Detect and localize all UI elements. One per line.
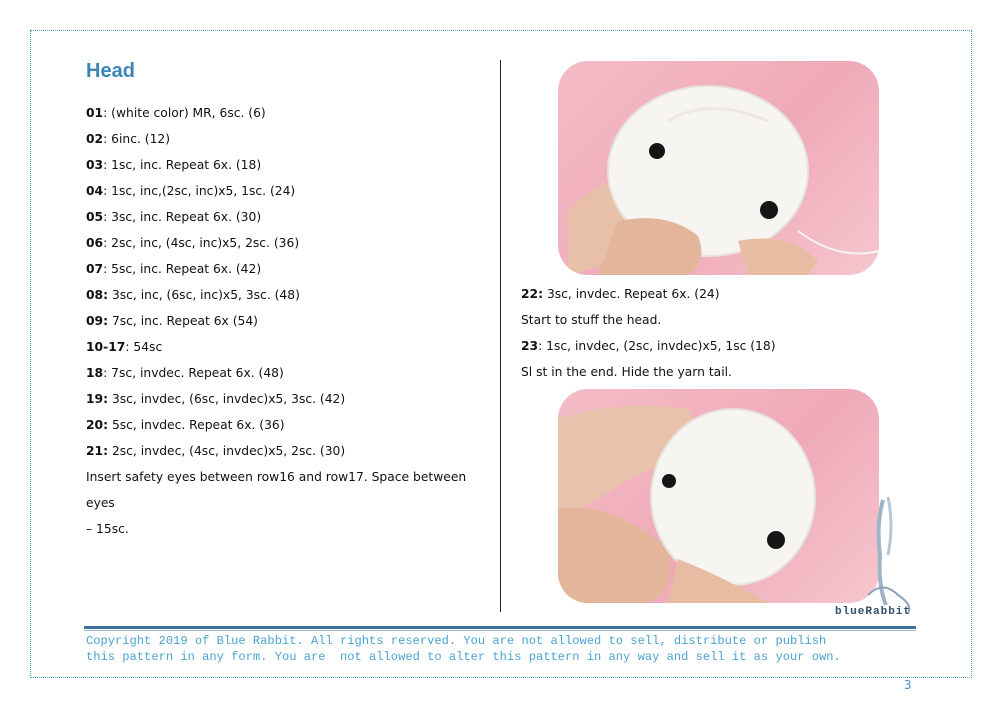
copyright-line-2: this pattern in any form. You are not allowed to alter this pattern in any way and sell it as your own.: [86, 650, 841, 664]
row-03: [86, 152, 486, 178]
row-text: : 1sc, inc. Repeat 6x. (18): [103, 158, 262, 172]
head-photo-illustration: [558, 61, 879, 275]
row-text: : 3sc, inc. Repeat 6x. (30): [103, 210, 262, 224]
row-20: [86, 412, 486, 438]
row-number: 22:: [521, 287, 544, 301]
row-18: [86, 360, 486, 386]
eyes-note-2: – 15sc.: [86, 522, 129, 536]
row-number: 07: [86, 262, 104, 276]
row-number: 08:: [86, 288, 109, 302]
row-number: 23: [521, 339, 539, 353]
page-number: 3: [904, 678, 912, 692]
row-08: [86, 282, 486, 308]
row-09: [86, 308, 486, 334]
row-02: [86, 126, 486, 152]
row-text: : 1sc, invdec, (2sc, invdec)x5, 1sc (18): [538, 339, 776, 353]
row-number: 04: [86, 184, 104, 198]
row-number: 01: [86, 106, 104, 120]
row-05: [86, 204, 486, 230]
row-text: 2sc, invdec, (4sc, invdec)x5, 2sc. (30): [108, 444, 346, 458]
footer-rule-thin: [84, 630, 916, 631]
row-number: 03: [86, 158, 104, 172]
row-text: Start to stuff the head.: [521, 313, 662, 327]
row-number: 09:: [86, 314, 109, 328]
row-text: Sl st in the end. Hide the yarn tail.: [521, 365, 732, 379]
row-number: 05: [86, 210, 104, 224]
row-text: : 54sc: [125, 340, 163, 354]
row-22: [521, 281, 901, 307]
section-title: Head: [86, 60, 135, 82]
row-text: 3sc, invdec, (6sc, invdec)x5, 3sc. (42): [108, 392, 346, 406]
copyright-line-1: Copyright 2019 of Blue Rabbit. All rights reserved. You are not allowed to sell, distribute or publish: [86, 634, 827, 648]
row-10-17: [86, 334, 486, 360]
row-number: 20:: [86, 418, 109, 432]
row-number: 19:: [86, 392, 109, 406]
row-number: 21:: [86, 444, 109, 458]
row-04: [86, 178, 486, 204]
row-text: 5sc, invdec. Repeat 6x. (36): [108, 418, 285, 432]
row-text: : 6inc. (12): [103, 132, 171, 146]
row-text: 3sc, invdec. Repeat 6x. (24): [543, 287, 720, 301]
footer-rule: [84, 626, 916, 629]
logo-text: blueRabbit: [834, 606, 911, 618]
row-23: [521, 333, 901, 359]
row-19: [86, 386, 486, 412]
copyright-notice: [86, 633, 926, 665]
row-text: : 7sc, invdec. Repeat 6x. (48): [103, 366, 284, 380]
column-divider: [500, 60, 501, 612]
row-number: 02: [86, 132, 104, 146]
row-text: : 2sc, inc, (4sc, inc)x5, 2sc. (36): [103, 236, 300, 250]
row-number: 10-17: [86, 340, 126, 354]
row-text: : (white color) MR, 6sc. (6): [103, 106, 266, 120]
row-number: 06: [86, 236, 104, 250]
row-06: [86, 230, 486, 256]
row-21: [86, 438, 486, 464]
eyes-note: Insert safety eyes between row16 and row17. Space between eyes: [86, 470, 467, 510]
finish-note: [521, 359, 901, 385]
row-01: [86, 100, 486, 126]
row-07: [86, 256, 486, 282]
right-instructions: [521, 281, 901, 385]
row-text: 3sc, inc, (6sc, inc)x5, 3sc. (48): [108, 288, 300, 302]
left-instructions: [86, 100, 486, 542]
photo-head-front: [558, 61, 879, 275]
row-text: 7sc, inc. Repeat 6x (54): [108, 314, 258, 328]
row-text: : 1sc, inc,(2sc, inc)x5, 1sc. (24): [103, 184, 296, 198]
row-text: : 5sc, inc. Repeat 6x. (42): [103, 262, 262, 276]
stuff-note: [521, 307, 901, 333]
row-number: 18: [86, 366, 104, 380]
